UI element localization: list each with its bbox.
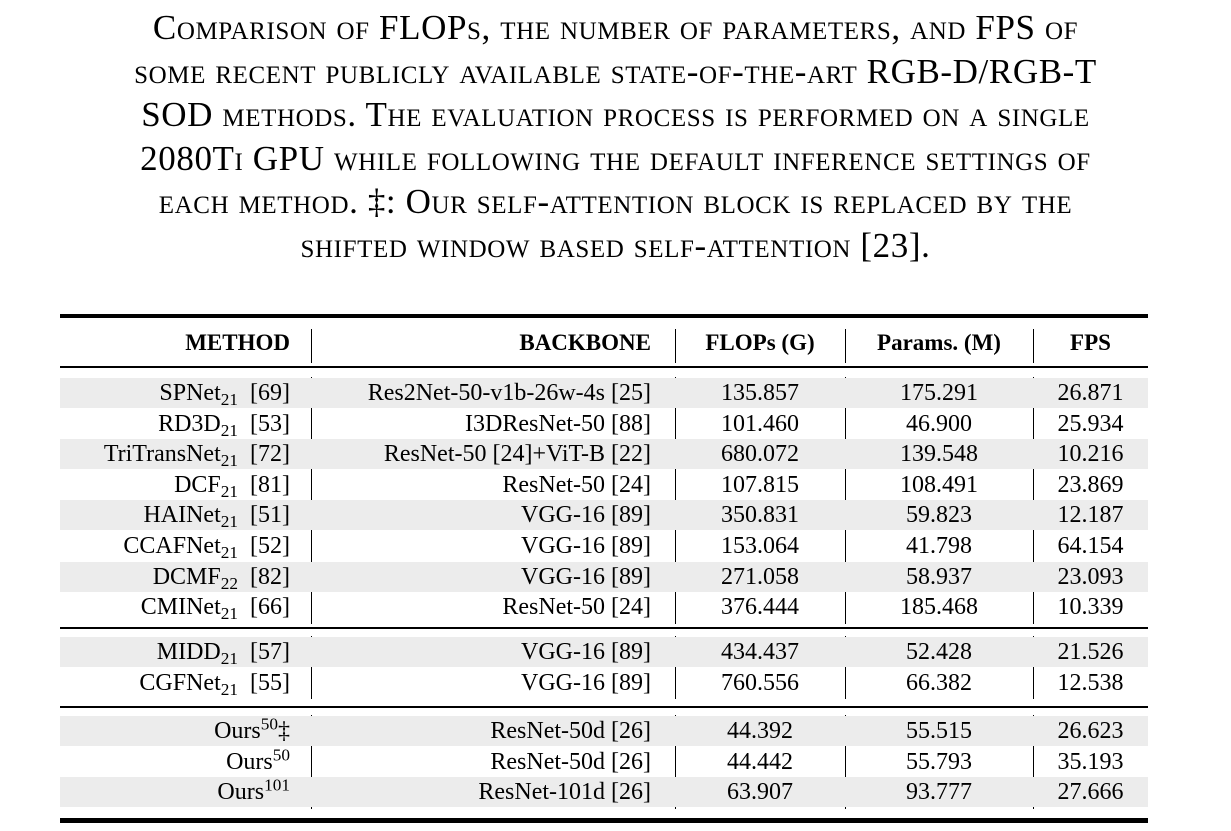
table-row bbox=[60, 378, 1148, 408]
method-mark: ‡ bbox=[278, 718, 290, 744]
header-rule bbox=[60, 366, 1148, 368]
table-row bbox=[60, 592, 1148, 622]
flops-cell: 153.064 bbox=[721, 533, 799, 559]
params-cell: 185.468 bbox=[900, 594, 978, 621]
params-cell: 59.823 bbox=[906, 502, 972, 529]
method-year: 21 bbox=[220, 679, 239, 699]
method-name: CMINet bbox=[140, 594, 221, 621]
method-name: HAINet bbox=[143, 502, 221, 529]
fps-cell: 26.871 bbox=[1057, 380, 1124, 406]
header-method: METHOD bbox=[185, 330, 290, 355]
method-name: MIDD bbox=[156, 639, 221, 665]
table-row bbox=[60, 500, 1148, 530]
table-row bbox=[60, 777, 1148, 807]
flops-cell: 271.058 bbox=[721, 563, 799, 590]
method-name: RD3D bbox=[158, 410, 221, 437]
params-cell: 52.428 bbox=[906, 639, 972, 665]
method-cell bbox=[60, 668, 290, 698]
caption-line: Comparison of FLOPs, the number of parameters, and FPS of bbox=[152, 8, 1079, 47]
caption-line: SOD methods. The evaluation process is performed on a single bbox=[141, 95, 1090, 135]
table-row bbox=[60, 637, 1148, 667]
flops-cell: 434.437 bbox=[721, 639, 799, 665]
params-cell: 175.291 bbox=[900, 380, 978, 406]
group-separator bbox=[60, 706, 1148, 708]
method-depth: 50 bbox=[260, 714, 278, 734]
params-cell: 66.382 bbox=[906, 669, 972, 696]
method-ref: [72] bbox=[250, 441, 290, 468]
header-divider bbox=[845, 329, 846, 363]
table-row bbox=[60, 744, 1148, 777]
caption-line: each method. ‡: Our self-attention block is replaced by the bbox=[158, 182, 1073, 222]
method-ref: [82] bbox=[250, 563, 290, 590]
flops-cell: 376.444 bbox=[721, 594, 799, 621]
params-cell: 46.900 bbox=[906, 410, 972, 437]
table-header-row bbox=[60, 328, 1148, 358]
header-divider bbox=[311, 329, 312, 363]
params-cell: 41.798 bbox=[906, 533, 972, 559]
backbone-cell: VGG-16 [89] bbox=[521, 563, 651, 590]
method-ref: [51] bbox=[250, 502, 290, 529]
method-name: Ours bbox=[217, 779, 265, 806]
method-name: SPNet bbox=[159, 380, 221, 406]
flops-cell: 63.907 bbox=[727, 779, 793, 806]
flops-cell: 44.442 bbox=[727, 748, 793, 775]
method-cell bbox=[60, 531, 290, 561]
backbone-cell: VGG-16 [89] bbox=[521, 502, 651, 529]
header-divider bbox=[675, 329, 676, 363]
method-year: 21 bbox=[220, 648, 239, 668]
header-params: Params. (M) bbox=[877, 330, 1001, 355]
backbone-cell: ResNet-50 [24] bbox=[502, 471, 651, 498]
caption-line: 2080Ti GPU while following the default inference settings of bbox=[140, 138, 1091, 178]
method-name: Ours bbox=[226, 748, 273, 775]
method-ref: [53] bbox=[250, 410, 290, 437]
params-cell: 55.515 bbox=[906, 718, 972, 744]
method-name: CGFNet bbox=[139, 669, 221, 696]
method-name: DCF bbox=[174, 471, 221, 498]
fps-cell: 10.216 bbox=[1057, 441, 1124, 468]
method-year: 22 bbox=[220, 573, 239, 593]
backbone-cell: Res2Net-50-v1b-26w-4s [25] bbox=[367, 380, 651, 406]
method-cell bbox=[60, 500, 290, 530]
method-cell bbox=[60, 592, 290, 622]
params-cell: 139.548 bbox=[900, 441, 978, 468]
group-separator bbox=[60, 627, 1148, 629]
backbone-cell: ResNet-50 [24]+ViT-B [22] bbox=[383, 441, 651, 468]
bottom-rule bbox=[60, 818, 1148, 823]
backbone-cell: ResNet-50d [26] bbox=[490, 748, 651, 775]
method-ref: [81] bbox=[250, 471, 290, 498]
method-cell bbox=[60, 744, 290, 777]
params-cell: 55.793 bbox=[906, 748, 972, 775]
method-name: CCAFNet bbox=[123, 533, 221, 559]
method-ref: [55] bbox=[250, 669, 290, 696]
flops-cell: 760.556 bbox=[721, 669, 799, 696]
method-cell bbox=[60, 439, 290, 469]
method-year: 21 bbox=[220, 542, 239, 562]
header-divider bbox=[1033, 329, 1034, 363]
params-cell: 93.777 bbox=[906, 779, 972, 806]
fps-cell: 10.339 bbox=[1057, 594, 1124, 621]
method-depth: 50 bbox=[272, 744, 290, 764]
method-name: TriTransNet bbox=[103, 441, 221, 468]
fps-cell: 64.154 bbox=[1057, 533, 1124, 559]
fps-cell: 25.934 bbox=[1057, 410, 1124, 437]
table-caption bbox=[0, 6, 1231, 268]
backbone-cell: ResNet-101d [26] bbox=[478, 779, 651, 806]
method-year: 21 bbox=[220, 420, 239, 440]
method-year: 21 bbox=[220, 389, 239, 409]
flops-cell: 680.072 bbox=[721, 441, 799, 468]
fps-cell: 26.623 bbox=[1057, 718, 1124, 744]
method-name: Ours bbox=[214, 718, 261, 744]
top-rule bbox=[60, 314, 1148, 318]
flops-cell: 135.857 bbox=[721, 380, 799, 406]
table-row bbox=[60, 439, 1148, 469]
method-year: 21 bbox=[220, 512, 239, 532]
table-row bbox=[60, 409, 1148, 439]
table-row bbox=[60, 531, 1148, 561]
method-ref: [52] bbox=[250, 533, 290, 559]
backbone-cell: I3DResNet-50 [88] bbox=[465, 410, 651, 437]
table-row bbox=[60, 668, 1148, 698]
header-flops: FLOPs (G) bbox=[705, 330, 815, 355]
params-cell: 58.937 bbox=[906, 563, 972, 590]
method-cell bbox=[60, 378, 290, 408]
backbone-cell: VGG-16 [89] bbox=[521, 533, 651, 559]
header-backbone: BACKBONE bbox=[519, 330, 651, 355]
table-row bbox=[60, 562, 1148, 592]
caption-line: shifted window based self-attention [23]. bbox=[300, 225, 931, 265]
params-cell: 108.491 bbox=[900, 471, 978, 498]
method-cell bbox=[60, 777, 290, 807]
backbone-cell: VGG-16 [89] bbox=[521, 669, 651, 696]
flops-cell: 350.831 bbox=[721, 502, 799, 529]
method-ref: [66] bbox=[250, 594, 290, 621]
fps-cell: 12.187 bbox=[1057, 502, 1124, 529]
table-row bbox=[60, 716, 1148, 746]
fps-cell: 27.666 bbox=[1057, 779, 1124, 806]
fps-cell: 35.193 bbox=[1057, 748, 1124, 775]
flops-cell: 101.460 bbox=[721, 410, 799, 437]
fps-cell: 23.869 bbox=[1057, 471, 1124, 498]
header-fps: FPS bbox=[1070, 330, 1111, 355]
caption-line: some recent publicly available state-of-the-art RGB-D/RGB-T bbox=[134, 51, 1097, 91]
method-ref: [57] bbox=[250, 639, 290, 665]
method-year: 21 bbox=[220, 451, 239, 471]
method-cell bbox=[60, 637, 290, 667]
backbone-cell: ResNet-50d [26] bbox=[490, 718, 651, 744]
method-cell bbox=[60, 470, 290, 500]
method-cell bbox=[60, 409, 290, 439]
method-year: 21 bbox=[220, 604, 239, 624]
method-name: DCMF bbox=[152, 563, 221, 590]
backbone-cell: ResNet-50 [24] bbox=[502, 594, 651, 621]
fps-cell: 12.538 bbox=[1057, 669, 1124, 696]
method-year: 21 bbox=[220, 481, 239, 501]
method-cell bbox=[60, 562, 290, 592]
flops-cell: 44.392 bbox=[727, 718, 793, 744]
fps-cell: 21.526 bbox=[1057, 639, 1124, 665]
table-row bbox=[60, 470, 1148, 500]
method-cell bbox=[60, 716, 290, 746]
flops-cell: 107.815 bbox=[721, 471, 799, 498]
fps-cell: 23.093 bbox=[1057, 563, 1124, 590]
method-depth: 101 bbox=[264, 775, 290, 795]
method-ref: [69] bbox=[250, 380, 290, 406]
backbone-cell: VGG-16 [89] bbox=[521, 639, 651, 665]
